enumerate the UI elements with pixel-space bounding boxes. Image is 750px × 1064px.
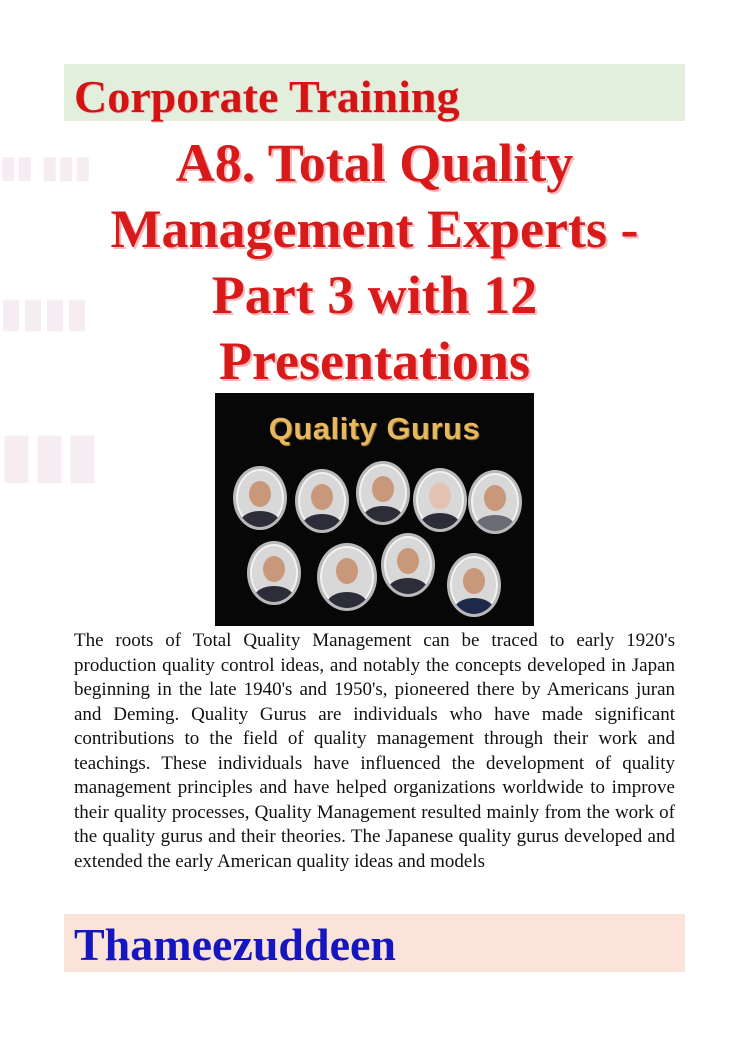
- guru-portrait: [468, 470, 522, 534]
- category-label: Corporate Training: [74, 71, 460, 122]
- body-paragraph: The roots of Total Quality Management can be traced to early 1920's production quality control ideas, and notably the concepts developed in Japan beginning in the late 1940's and 1950's, pioneered there by Americans juran and Deming. Quality Gurus are individuals who have made significant contributions to the field of quality management through their work and teachings. These individuals have influenced the development of quality management principles and have helped organizations worldwide to improve their quality processes, Quality Management resulted mainly from the work of the quality gurus and their theories. The Japanese quality gurus developed and extended the early American quality ideas and models: [74, 630, 675, 872]
- guru-portrait: [295, 469, 349, 533]
- author-band: [64, 914, 685, 972]
- guru-portrait: [356, 461, 410, 525]
- guru-portrait: [447, 553, 501, 617]
- author-name: Thameezuddeen: [74, 919, 396, 970]
- ghost-watermark-3: ▮▮▮: [0, 421, 100, 488]
- quality-gurus-image: [215, 393, 534, 626]
- ghost-watermark-2: ▮▮▮▮: [0, 291, 89, 335]
- document-title: A8. Total Quality Management Experts - Part 3 with 12 Presentations: [110, 133, 639, 391]
- guru-portrait: [233, 466, 287, 530]
- guru-portrait: [413, 468, 467, 532]
- guru-portrait: [247, 541, 301, 605]
- image-caption: Quality Gurus: [268, 411, 481, 446]
- guru-portrait: [317, 543, 377, 611]
- category-band: [64, 64, 685, 121]
- guru-portrait: [381, 533, 435, 597]
- ghost-watermark-1: ▮▮ ▮▮▮: [0, 151, 91, 184]
